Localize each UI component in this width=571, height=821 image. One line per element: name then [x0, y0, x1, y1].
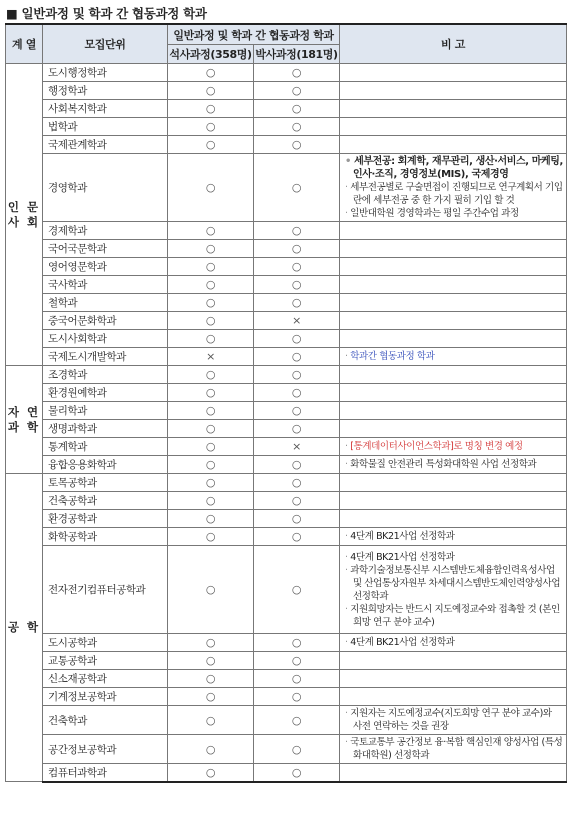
doctoral-mark: ○ [254, 546, 340, 634]
category-cell: 공 학 [6, 474, 43, 782]
table-row [6, 384, 567, 402]
remarks-cell [340, 706, 567, 735]
header-program: 일반과정 및 학과 간 협동과정 학과 [168, 24, 340, 45]
table-row [6, 528, 567, 546]
unit-name: 도시공학과 [43, 634, 168, 652]
doctoral-mark: ○ [254, 348, 340, 366]
table-row [6, 438, 567, 456]
table-row [6, 402, 567, 420]
masters-mark: ○ [168, 294, 254, 312]
unit-name: 토목공학과 [43, 474, 168, 492]
unit-name: 환경원예학과 [43, 384, 168, 402]
remark-line: · 4단계 BK21사업 선정학과 [345, 531, 455, 542]
remarks-cell [340, 258, 567, 276]
masters-mark: ○ [168, 735, 254, 764]
remarks-cell [340, 154, 567, 222]
unit-name: 철학과 [43, 294, 168, 312]
unit-name: 행정학과 [43, 82, 168, 100]
remark-line: · 지원자는 지도예정교수(지도희망 연구 분야 교수)와 사전 연락하는 것을 권장 [345, 708, 552, 732]
unit-name: 화학공학과 [43, 528, 168, 546]
unit-name: 도시행정학과 [43, 64, 168, 82]
masters-mark: ○ [168, 330, 254, 348]
remarks-cell [340, 276, 567, 294]
doctoral-mark: ○ [254, 492, 340, 510]
doctoral-mark: ○ [254, 764, 340, 782]
doctoral-mark: ○ [254, 420, 340, 438]
masters-mark: ○ [168, 528, 254, 546]
unit-name: 신소재공학과 [43, 670, 168, 688]
doctoral-mark: ○ [254, 240, 340, 258]
remark-line: · 4단계 BK21사업 선정학과 [345, 551, 455, 563]
remark-line: · [통계데이터사이언스학과]로 명칭 변경 예정 [345, 441, 523, 452]
table-row [6, 670, 567, 688]
unit-name: 사회복지학과 [43, 100, 168, 118]
remarks-cell [340, 118, 567, 136]
remarks-cell [340, 634, 567, 652]
remarks-cell [340, 456, 567, 474]
doctoral-mark: × [254, 438, 340, 456]
unit-name: 통계학과 [43, 438, 168, 456]
remarks-cell [340, 474, 567, 492]
masters-mark: ○ [168, 154, 254, 222]
masters-mark: ○ [168, 688, 254, 706]
masters-mark: ○ [168, 474, 254, 492]
doctoral-mark: ○ [254, 100, 340, 118]
header-category: 계 열 [6, 24, 43, 64]
unit-name: 국제도시개발학과 [43, 348, 168, 366]
header-doctoral: 박사과정(181명) [254, 45, 340, 64]
table-row [6, 366, 567, 384]
table-row [6, 474, 567, 492]
unit-name: 중국어문화학과 [43, 312, 168, 330]
table-row [6, 276, 567, 294]
table-row [6, 634, 567, 652]
table-row [6, 510, 567, 528]
table-row [6, 764, 567, 782]
doctoral-mark: ○ [254, 222, 340, 240]
category-cell: 인 문 사 회 [6, 64, 43, 366]
table-row [6, 348, 567, 366]
table-row [6, 64, 567, 82]
program-table [5, 23, 567, 783]
masters-mark: ○ [168, 366, 254, 384]
unit-name: 공간정보공학과 [43, 735, 168, 764]
masters-mark: ○ [168, 670, 254, 688]
doctoral-mark: ○ [254, 154, 340, 222]
masters-mark: ○ [168, 100, 254, 118]
remarks-cell [340, 652, 567, 670]
masters-mark: ○ [168, 652, 254, 670]
table-row [6, 136, 567, 154]
table-row [6, 735, 567, 764]
remark-line: · 학과간 협동과정 학과 [345, 351, 435, 362]
remarks-cell [340, 438, 567, 456]
section-title: ■ 일반과정 및 학과 간 협동과정 학과 [6, 6, 207, 21]
remarks-cell [340, 294, 567, 312]
unit-name: 경영학과 [43, 154, 168, 222]
masters-mark: ○ [168, 420, 254, 438]
remarks-cell [340, 670, 567, 688]
unit-name: 융합응용화학과 [43, 456, 168, 474]
masters-mark: ○ [168, 402, 254, 420]
masters-mark: ○ [168, 546, 254, 634]
remarks-cell [340, 546, 567, 634]
remarks-cell [340, 688, 567, 706]
doctoral-mark: ○ [254, 735, 340, 764]
doctoral-mark: ○ [254, 456, 340, 474]
unit-name: 교통공학과 [43, 652, 168, 670]
doctoral-mark: ○ [254, 366, 340, 384]
table-row [6, 312, 567, 330]
unit-name: 경제학과 [43, 222, 168, 240]
table-row [6, 420, 567, 438]
remarks-cell [340, 528, 567, 546]
table-row [6, 456, 567, 474]
masters-mark: ○ [168, 384, 254, 402]
table-row [6, 652, 567, 670]
remarks-cell [340, 330, 567, 348]
table-row [6, 100, 567, 118]
masters-mark: ○ [168, 240, 254, 258]
doctoral-mark: ○ [254, 402, 340, 420]
doctoral-mark: ○ [254, 384, 340, 402]
table-row [6, 240, 567, 258]
table-row [6, 688, 567, 706]
remark-line: · 일반대학원 경영학과는 평일 주간수업 과정 [345, 208, 519, 219]
doctoral-mark: ○ [254, 82, 340, 100]
doctoral-mark: ○ [254, 634, 340, 652]
remarks-cell [340, 64, 567, 82]
category-cell: 자 연 과 학 [6, 366, 43, 474]
remark-line: · 지원희망자는 반드시 지도예정교수와 접촉할 것 (본인 희망 연구 분야 교수) [345, 603, 560, 628]
remark-line: • 세부전공: 회계학, 재무관리, 생산·서비스, 마케팅, 인사·조직, 경영정보(MIS), 국제경영 [345, 156, 563, 180]
masters-mark: ○ [168, 82, 254, 100]
unit-name: 건축학과 [43, 706, 168, 735]
doctoral-mark: ○ [254, 330, 340, 348]
masters-mark: ○ [168, 64, 254, 82]
unit-name: 영어영문학과 [43, 258, 168, 276]
unit-name: 건축공학과 [43, 492, 168, 510]
remarks-cell [340, 384, 567, 402]
masters-mark: ○ [168, 764, 254, 782]
unit-name: 조경학과 [43, 366, 168, 384]
table-row [6, 154, 567, 222]
remark-line: · 과학기술정보통신부 시스템반도체융합인력육성사업 및 산업통상자원부 차세대시스템반도체인력양성사업 선정학과 [345, 564, 561, 602]
remarks-cell [340, 240, 567, 258]
doctoral-mark: ○ [254, 294, 340, 312]
remarks-cell [340, 510, 567, 528]
doctoral-mark: ○ [254, 118, 340, 136]
remarks-cell [340, 136, 567, 154]
header-unit: 모집단위 [43, 24, 168, 64]
unit-name: 국어국문학과 [43, 240, 168, 258]
table-row [6, 546, 567, 634]
masters-mark: ○ [168, 312, 254, 330]
header-remarks: 비 고 [340, 24, 567, 64]
unit-name: 생명과학과 [43, 420, 168, 438]
remark-line: · 4단계 BK21사업 선정학과 [345, 637, 455, 648]
unit-name: 전자전기컴퓨터공학과 [43, 546, 168, 634]
remarks-cell [340, 492, 567, 510]
remarks-cell [340, 100, 567, 118]
masters-mark: ○ [168, 118, 254, 136]
table-row [6, 294, 567, 312]
table-row [6, 706, 567, 735]
unit-name: 국사학과 [43, 276, 168, 294]
table-row [6, 330, 567, 348]
remarks-cell [340, 312, 567, 330]
remarks-cell [340, 222, 567, 240]
masters-mark: ○ [168, 492, 254, 510]
unit-name: 컴퓨터과학과 [43, 764, 168, 782]
masters-mark: ○ [168, 634, 254, 652]
table-row [6, 258, 567, 276]
unit-name: 도시사회학과 [43, 330, 168, 348]
masters-mark: ○ [168, 456, 254, 474]
doctoral-mark: ○ [254, 258, 340, 276]
masters-mark: ○ [168, 706, 254, 735]
table-row [6, 118, 567, 136]
doctoral-mark: × [254, 312, 340, 330]
masters-mark: ○ [168, 258, 254, 276]
remarks-cell [340, 366, 567, 384]
remarks-cell [340, 348, 567, 366]
table-row [6, 82, 567, 100]
remarks-cell [340, 82, 567, 100]
remark-line: · 세부전공별로 구술면접이 진행되므로 연구계획서 기입란에 세부전공 중 한 가지 필히 기입 할 것 [345, 182, 563, 206]
doctoral-mark: ○ [254, 706, 340, 735]
masters-mark: × [168, 348, 254, 366]
unit-name: 환경공학과 [43, 510, 168, 528]
remark-line: · 화학물질 안전관리 특성화대학원 사업 선정학과 [345, 459, 537, 470]
unit-name: 기계정보공학과 [43, 688, 168, 706]
masters-mark: ○ [168, 222, 254, 240]
doctoral-mark: ○ [254, 474, 340, 492]
doctoral-mark: ○ [254, 510, 340, 528]
doctoral-mark: ○ [254, 276, 340, 294]
remark-line: · 국토교통부 공간정보 융·복합 핵심인재 양성사업 (특성화대학원) 선정학과 [345, 737, 563, 761]
remarks-cell [340, 420, 567, 438]
doctoral-mark: ○ [254, 136, 340, 154]
doctoral-mark: ○ [254, 64, 340, 82]
doctoral-mark: ○ [254, 652, 340, 670]
masters-mark: ○ [168, 136, 254, 154]
header-masters: 석사과정(358명) [168, 45, 254, 64]
table-row [6, 222, 567, 240]
unit-name: 국제관계학과 [43, 136, 168, 154]
unit-name: 법학과 [43, 118, 168, 136]
remarks-cell [340, 764, 567, 782]
doctoral-mark: ○ [254, 688, 340, 706]
remarks-cell [340, 735, 567, 764]
doctoral-mark: ○ [254, 670, 340, 688]
masters-mark: ○ [168, 510, 254, 528]
unit-name: 물리학과 [43, 402, 168, 420]
masters-mark: ○ [168, 438, 254, 456]
masters-mark: ○ [168, 276, 254, 294]
table-row [6, 492, 567, 510]
doctoral-mark: ○ [254, 528, 340, 546]
remarks-cell [340, 402, 567, 420]
